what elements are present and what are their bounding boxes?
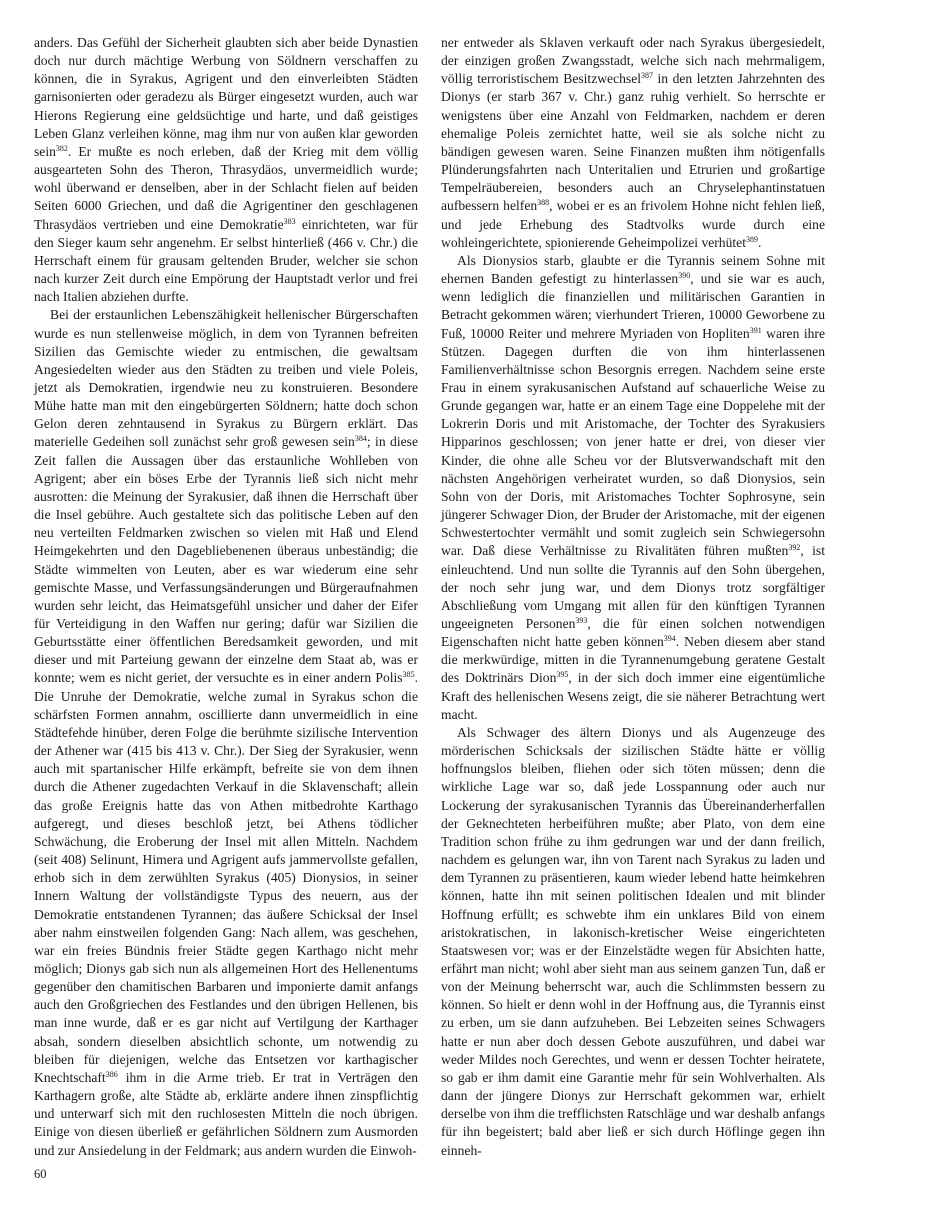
footnote-reference: 388 <box>537 198 550 208</box>
paragraph-text: , wobei er es an frivolem Hohne nicht fehlen ließ, und jede Erhebung des Stadtvolks wurde durch eine wohleingerichtete, spionierende Geheimpolizei verhütet <box>441 198 825 250</box>
paragraph <box>441 252 825 724</box>
paragraph-text: . Die Unruhe der Demokratie, welche zumal in Syrakus schon die schärfsten Formen annahm, oscillierte dann unvermeidlich in eine Städtefehde hinüber, deren Folge die berühmte sizilische Intervention der Athener war (415 bis 413 v. Chr.). Der Sieg der Syrakusier, wenn auch mit spartanischer Hilfe erkämpft, befreite sie von dem ihnen durch die Athener zugedachten Verkauf in die Sklavenschaft; allein das große Ereignis hatte das von Athen mitbedrohte Karthago aufgeregt, und dieses beschloß jetzt, bei Athens tödlicher Schwächung, die Eroberung der Insel mit allen Mitteln. Nachdem (seit 408) Selinunt, Himera und Agrigent aufs jammervollste gefallen, erhob sich in dem zerwühlten Syrakus (405) Dionysios, in seiner Innern Waltung der vollständigste Typus des neuern, aus der Demokratie entstandenen Tyrannen; das äußere Schicksal der Insel aber nahm einstweilen folgenden Gang: Nach allem, was geschehen, war ein freies Bündnis freier Städte gegen Karthago nicht mehr möglich; Dionys gab sich nun als allgemeinen Hort des Hellenentums gegenüber den chamitischen Barbaren und imponierte damit anfangs auch den Großgriechen des Festlandes und den übrigen Hellenen, bis man inne wurde, daß er es gar nicht auf Vertilgung der Karthager absah, sondern dieselben absichtlich schonte, um notwendig zu bleiben für diejenigen, welche das Entsetzen vor karthagischer Knechtschaft <box>34 670 418 1085</box>
footnote-reference: 391 <box>749 325 762 335</box>
paragraph-text: Als Dionysios starb, glaubte er die Tyrannis seinem Sohne mit ehernen Banden gefestigt zu hinterlassen <box>441 252 825 287</box>
footnote-reference: 383 <box>283 216 296 226</box>
footnote-reference: 390 <box>678 271 691 281</box>
paragraph-text: , ist einleuchtend. Und nun sollte die Tyrannis auf den Sohn übergehen, der noch sehr jung war, und dem Dionys trotz sorgfältiger Abschließung vom Umgang mit allen für den künftigen Tyrannen ungeeigneten Personen <box>441 543 826 631</box>
paragraph-text: . Er mußte es noch erleben, daß der Krieg mit dem völlig ausgearteten Sohn des Theron, Thrasydäos, unvermeidlich wurde; wohl überwand er denselben, aber in der Schlacht fielen auf beiden Seiten 6000 Griechen, und daß die Agrigentiner den geschlagenen Thrasydäos vertrieben und eine Demokratie <box>34 143 418 232</box>
paragraph <box>441 724 825 1160</box>
right-text-column <box>441 34 825 1160</box>
footnote-reference: 385 <box>402 670 415 680</box>
paragraph-text: einrichteten, war für den Sieger kaum sehr angenehm. Er selbst hinterließ (466 v. Chr.) die Herrschaft einem für grausam geltenden Bruder, welcher sie schon nach kurzer Zeit durch eine Empörung der Hauptstadt verlor und frei nach Italien abziehen durfte. <box>34 216 418 305</box>
paragraph-text: waren ihre Stützen. Dagegen durften die von ihm hinterlassenen Familienverhältnisse schon Besorgnis erregen. Nachdem seine erste Frau in einem syrakusanischen Aufstand auf schauerliche Weise zu Grunde gegangen war, hatte er an einem Tage eine Doppelehe mit der Lokrerin Doris und mit Aristomache, der Tochter des Syrakusiers Hipparinos geschlossen; von jener hatte er drei, von dieser vier Kinder, die ohne alle Scheu vor der Blutsverwandschaft mit den nächsten Angehörigen verheiratet wurden, so daß Dionysios, sein Sohn von der Doris, mit Aristomaches Tochter Sophrosyne, sein jüngerer Schwager Dion, der Bruder der Aristomache, mit der eigenen Schwestertochter vermählt und somit zugleich sein Schwiegersohn war. Daß diese Verhältnisse zu Rivalitäten führen mußten <box>441 325 825 559</box>
left-text-column <box>34 34 418 1160</box>
paragraph-text: , und sie war es auch, wenn lediglich die finanziellen und militärischen Garantien in Betracht gekommen wären; vierhundert Trieren, 10000 Geworbene zu Fuß, 10000 Reiter und mehrere Myriaden von Hopliten <box>441 271 825 341</box>
paragraph-text: . Neben diesem aber stand die merkwürdige, mitten in die Tyrannenumgebung geratene Gestalt des Doktrinärs Dion <box>441 634 825 686</box>
page-number: 60 <box>34 1167 47 1181</box>
paragraph-text: anders. Das Gefühl der Sicherheit glaubten sich aber beide Dynastien doch nur durch mächtige Werbung von Söldnern verschaffen zu können, die in Syrakus, Agrigent und den einverleibten Städten garnisonierten oder geradezu als Bürger eingesetzt wurden, auch war Hierons Regierung eine geldsüchtige und harte, und daß geistiges Leben Glanz verleihen könne, mag ihm nur von außen klar geworden sein <box>34 35 418 159</box>
footnote-reference: 386 <box>105 1069 118 1079</box>
paragraph-text: in den letzten Jahrzehnten des Dionys (er starb 367 v. Chr.) ganz ruhig verhielt. So herrschte er wenigstens über eine Anzahl von Feldmarken, nachdem er deren ehemalige Poleis zernichtet hatte, weil sie als solche nicht zu bändigen gewesen waren. Seine Finanzen mußten ihm nötigenfalls Plünderungsfahrten nach Unteritalien und Etrurien und großartige Tempelräubereien, besonders auch an Chryselephantinstatuen aufbessern helfen <box>441 71 825 214</box>
footnote-reference: 382 <box>55 143 68 153</box>
paragraph <box>34 34 418 306</box>
paragraph-text: ihm in die Arme trieb. Er trat in Verträgen den Karthagern große, alte Städte ab, erklärte andere ihnen zinspflichtig und unterwarf sich mit den ruchlosesten Mitteln die noch übrigen. Einige von diesen überließ er gefährlichen Söldnern zum Ausmorden und zur Ansiedelung in der Feldmark; aus andern wurden die Einwoh- <box>34 1069 418 1158</box>
paragraph-text: , die für einen solchen notwendigen Eigenschaften nicht hatte geben können <box>441 616 826 650</box>
footnote-reference: 387 <box>641 71 654 81</box>
footnote-reference: 384 <box>354 434 367 444</box>
paragraph <box>34 306 418 1159</box>
footnote-reference: 392 <box>788 543 801 553</box>
footnote-reference: 393 <box>575 616 588 625</box>
paragraph-text: . <box>758 234 762 250</box>
footnote-reference: 389 <box>746 234 758 244</box>
paragraph-text: , in der sich doch immer eine eigentümliche Kraft des hellenischen Wesens zeigt, die sie näherer Betrachtung wert macht. <box>441 670 825 722</box>
paragraph-text: ner entweder als Sklaven verkauft oder nach Syrakus übergesiedelt, der einzigen großen Zwangsstadt, welche sich nach mehrmaligem, völlig terroristischem Besitzwechsel <box>441 35 825 87</box>
paragraph <box>441 34 825 252</box>
paragraph-text: Bei der erstaunlichen Lebenszähigkeit hellenischer Bürgerschaften wurde es nun stellenweise möglich, in dem von Tyrannen befreiten Sizilien das Gemischte wieder zu entmischen, die gewaltsam Angesiedelten wieder aus den Städten zu treiben und viele Poleis, jetzt als Demokratien, irgendwie neu zu konstruieren. Besondere Mühe hatte man mit den eingebürgerten Söldnern; hatte doch schon Gelon deren zehntausend in Syrakus zu Bürgern erklärt. Das materielle Gedeihen soll zunächst sehr groß gewesen sein <box>34 307 418 450</box>
paragraph-text: Als Schwager des ältern Dionys und als Augenzeuge des mörderischen Schicksals der sizilischen Städte hätte er völlig hoffnungslos bleiben, fliehen oder sich töten müssen; denn die wirkliche Lage war so, daß jede Losspannung oder auch nur Lockerung der syrakusanischen Tyrannis das Übereinanderherfallen der Geknechteten herbeiführen mußte; aber Plato, von dem eine Tradition schon frühe zu ihm gedrungen war und der dann freilich, nachdem es gelungen war, ihn von Tarent nach Syrakus zu laden und dem Tyrannen zu präsentieren, kaum wieder lebend hatte heimkehren können, hatte ihn mit seinen politischen Idealen und mit blinder Hoffnung erfüllt; es schwebte ihm ein unklares Bild von einem aristokratischen, in lakonisch-kretischer Weise eingerichteten Staatswesen vor; was er der Einzelstädte wegen für Absichten hatte, erfährt man nicht; wohl aber sieht man aus seinem ganzen Tun, daß er von der Meinung beherrscht war, auch die Schlimmsten bessern zu können. So hielt er denn wohl in der Hoffnung aus, die Tyrannis einst zu erben, um sie dann aufzuheben. Bei Lebzeiten seines Schwagers hatte er nun aber doch dessen Gebote auszuführen, und dabei war weder Mildes noch Gerechtes, und wenn er dessen Tochter heiratete, so gab er ihm damit eine Garantie mehr für sein Wohlverhalten. Als dann der jüngere Dionys zur Herrschaft gekommen war, erhielt derselbe von ihm die trefflichsten Ratschläge und war deshalb anfangs für ihn begeistert; bald aber ließ er sich durch Höflinge gegen ihn einneh- <box>441 724 825 1158</box>
paragraph-text: ; in diese Zeit fallen die Aussagen über das erstaunliche Wohlleben von Agrigent; aber ein böses Erbe der Tyrannis ließ sich nicht mehr ausrotten: die Meinung der Syrakusier, daß ihnen die Herrschaft über die Insel gebühre. Auch gestaltete sich das politische Leben auf den neu verteilten Feldmarken zwischen so vielen mit Haß und Elend Heimgekehrten und den Dagebliebenenen überaus unbeständig; die Städte wimmelten von Leuten, aber es war wiederum eine sehr gemischte Masse, und Verfassungsänderungen und Bürgeraufnahmen wurden sehr leicht, das Heimatsgefühl unsicher und daher der Eifer für Verteidigung in den Waffen nur gering; dafür war Sizilien die Geburtsstätte einer öffentlichen Beredsamkeit geworden, und mit dieser und mit Parteiung gewann der einzelne dem Staat ab, was er konnte; wem es nicht geriet, der versuchte es in einer andern Polis <box>34 434 418 686</box>
footnote-reference: 395 <box>556 670 569 680</box>
footnote-reference: 394 <box>663 634 676 644</box>
